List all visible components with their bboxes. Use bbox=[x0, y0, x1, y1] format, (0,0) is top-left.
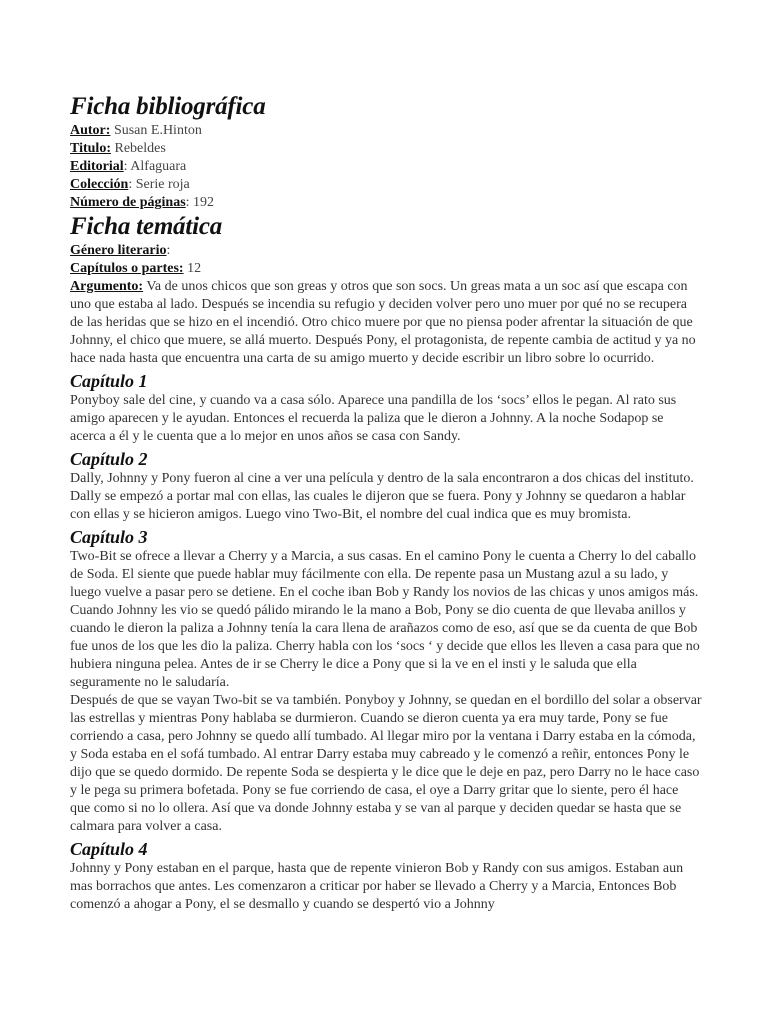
argumento-paragraph bbox=[70, 278, 702, 368]
field-value: : Alfaguara bbox=[123, 159, 187, 174]
chapter-3-paragraph-2: Después de que se vayan Two-bit se va también. Ponyboy y Johnny, se quedan en el bordillo del solar a observar las estrellas y mientras Pony hablaba se durmieron. Cuando se dieron cuenta ya era muy tarde, Pony se fue corriendo a casa, pero Johnny se quedo allí tumbado. Al llegar miro por la ventana i Darry estaba en la cómoda, y Soda estaba en el sofá tumbado. Al entrar Darry estaba muy cabreado y le comenzó a reñir, entonces Pony le dijo que se quedo dormido. De repente Soda se despierta y le dice que le deje en paz, pero Darry no le hace caso y le pega su primera bofetada. Pony se fue corriendo de casa, el oye a Darry gritar que lo siente, pero él hace que como si no lo ollera. Así que va donde Johnny estaba y se van al parque y deciden quedar se hasta que se calmara para volver a casa. bbox=[70, 693, 702, 834]
ficha-tematica-title: Ficha temática bbox=[70, 213, 223, 240]
field-value: : Serie roja bbox=[128, 177, 190, 192]
chapter-2-title: Capítulo 2 bbox=[70, 449, 148, 469]
titulo-field bbox=[70, 140, 702, 158]
field-value: : bbox=[166, 243, 171, 258]
field-label: Autor: bbox=[70, 123, 111, 138]
field-label: Número de páginas bbox=[70, 195, 186, 210]
chapter-4-paragraph: Johnny y Pony estaban en el parque, hasta que de repente vinieron Bob y Randy con sus amigos. Estaban aun mas borrachos que antes. Les comenzaron a criticar por haber se llevado a Cherry y a Marcia, Entonces Bob comenzó a ahogar a Pony, el se desmallo y cuando se despertó vio a Johnny bbox=[70, 861, 684, 912]
field-label: Género literario bbox=[70, 243, 167, 258]
capitulos-field bbox=[70, 260, 702, 278]
field-value: : 192 bbox=[185, 195, 215, 210]
field-value: 12 bbox=[183, 261, 202, 276]
argumento-label: Argumento: bbox=[70, 279, 144, 294]
field-value: Rebeldes bbox=[110, 141, 166, 156]
genero-field bbox=[70, 242, 702, 260]
chapter-1-paragraph: Ponyboy sale del cine, y cuando va a casa sólo. Aparece una pandilla de los ‘socs’ ellos le pegan. Al rato sus amigo aparecen y le ayudan. Entonces el recuerda la paliza que le dieron a Johnny. A la noche Sodapop se acerca a él y le cuenta que a lo mejor en unos años se casa con Sandy. bbox=[70, 393, 677, 444]
editorial-field bbox=[70, 158, 702, 176]
chapter-1-title: Capítulo 1 bbox=[70, 371, 148, 391]
autor-field bbox=[70, 122, 702, 140]
field-label: Capítulos o partes: bbox=[70, 261, 184, 276]
coleccion-field bbox=[70, 176, 702, 194]
field-label: Editorial bbox=[70, 159, 124, 174]
document-content bbox=[70, 92, 702, 914]
field-label: Titulo: bbox=[70, 141, 111, 156]
paginas-field bbox=[70, 194, 702, 212]
field-value: Susan E.Hinton bbox=[110, 123, 202, 138]
chapter-4-title: Capítulo 4 bbox=[70, 839, 148, 859]
chapter-2-paragraph: Dally, Johnny y Pony fueron al cine a ver una película y dentro de la sala encontraron a dos chicas del instituto. Dally se empezó a portar mal con ellas, las cuales le dijeron que se fuera. Pony y Johnny se quedaron a hablar con ellas y se hicieron amigos. Luego vino Two-Bit, el nombre del cual indica que es muy bromista. bbox=[70, 471, 694, 522]
argumento-text: Va de unos chicos que son greas y otros que son socs. Un greas mata a un soc así que escapa con uno que estaba al lado. Después se incendia su refugio y deciden volver pero uno muer por qué no se recupera de las heridas que se hizo en el incendió. Otro chico muere por que no piensa poder afrentar la situación de que Johnny, el chico que muere, se allá muerto. Después Pony, el protagonista, de repente cambia de actitud y ya no hace nada hasta que encuentra una carta de su amigo muerto y decide escribir un libro sobre lo ocurrido. bbox=[70, 279, 696, 366]
chapter-3-paragraph-1: Two-Bit se ofrece a llevar a Cherry y a Marcia, a sus casas. En el camino Pony le cuenta a Cherry lo del caballo de Soda. El siente que puede hablar muy fácilmente con ella. De repente pasa un Mustang azul a su lado, y luego vuelve a pasar pero se detiene. En el coche iban Bob y Randy los novios de las chicas y unos amigos más. Cuando Johnny les vio se quedó pálido mirando le la mano a Bob, Pony se dio cuenta de que llevaba anillos y cuando le dieron la paliza a Johnny tenía la cara llena de arañazos como de eso, así que se da cuenta de que Bob fue unos de los que les dio la paliza. Cherry habla con los ‘socs ‘ y decide que ellos les lleven a casa para que no hubiera ninguna pelea. Antes de ir se Cherry le dice a Pony que si la ve en el insti y le saluda que ella seguramente no le saludaría. bbox=[70, 549, 700, 690]
field-label: Colección bbox=[70, 177, 129, 192]
ficha-bibliografica-title: Ficha bibliográfica bbox=[70, 93, 266, 120]
chapter-3-title: Capítulo 3 bbox=[70, 527, 148, 547]
